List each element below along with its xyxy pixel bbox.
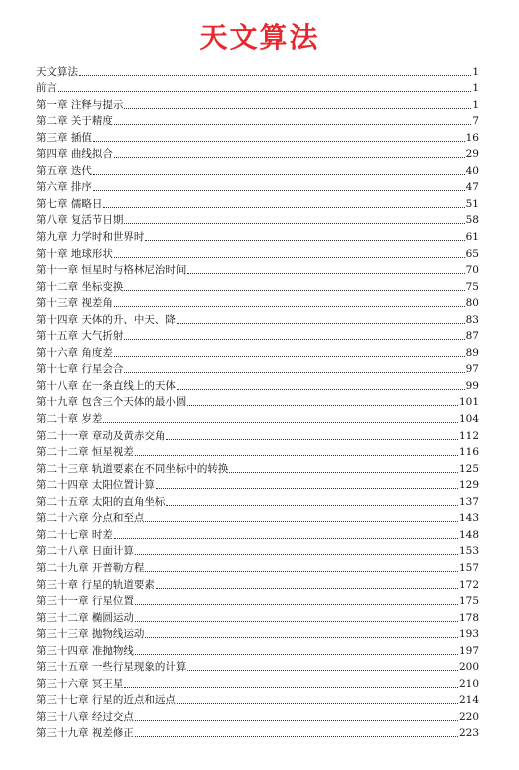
toc-entry-title: 第五章 迭代: [36, 164, 92, 177]
toc-entry[interactable]: [36, 724, 479, 741]
toc-entry[interactable]: [36, 443, 479, 460]
toc-entry[interactable]: [36, 62, 479, 79]
toc-entry-title: 第二十三章 轨道要素在不同坐标中的转换: [36, 462, 229, 475]
toc-entry-title: 第十四章 天体的升、中天、降: [36, 313, 176, 326]
dot-leader: [124, 107, 471, 109]
dot-leader: [166, 504, 458, 506]
dot-leader: [135, 735, 458, 737]
toc-entry-page-number: 16: [465, 131, 479, 144]
dot-leader: [124, 371, 464, 373]
toc-entry[interactable]: [36, 509, 479, 526]
toc-entry[interactable]: [36, 592, 479, 609]
dot-leader: [114, 256, 465, 258]
toc-entry-page-number: 75: [465, 280, 479, 293]
toc-entry-title: 第四章 曲线拟合: [36, 148, 113, 161]
dot-leader: [114, 123, 471, 125]
toc-entry-page-number: 214: [458, 694, 479, 707]
dot-leader: [103, 421, 458, 423]
toc-entry-title: 第十八章 在一条直线上的天体: [36, 379, 176, 392]
toc-entry-title: 第三十一章 行星位置: [36, 595, 134, 608]
toc-entry-title: 第十六章 角度差: [36, 346, 113, 359]
dot-leader: [135, 620, 458, 622]
toc-entry-page-number: 197: [458, 644, 479, 657]
toc-entry-title: 第十五章 大气折射: [36, 330, 124, 343]
dot-leader: [79, 74, 471, 76]
toc-entry-page-number: 125: [458, 462, 479, 475]
toc-entry-title: 第六章 排序: [36, 181, 92, 194]
toc-entry-title: 第三十九章 视差修正: [36, 727, 134, 740]
toc-entry-page-number: 51: [465, 197, 479, 210]
dot-leader: [229, 471, 458, 473]
dot-leader: [177, 388, 465, 390]
toc-entry-title: 第三十章 行星的轨道要素: [36, 578, 155, 591]
toc-entry-page-number: 210: [458, 677, 479, 690]
toc-entry[interactable]: [36, 244, 479, 261]
toc-entry[interactable]: [36, 575, 479, 592]
toc-entry[interactable]: [36, 476, 479, 493]
toc-entry[interactable]: [36, 426, 479, 443]
toc-entry[interactable]: [36, 707, 479, 724]
toc-entry[interactable]: [36, 691, 479, 708]
dot-leader: [124, 289, 464, 291]
toc-entry-page-number: 143: [458, 512, 479, 525]
toc-entry-title: 第二十六章 分点和至点: [36, 512, 145, 525]
dot-leader: [124, 686, 458, 688]
toc-entry[interactable]: [36, 674, 479, 691]
toc-entry-page-number: 70: [465, 264, 479, 277]
dot-leader: [145, 570, 458, 572]
toc-entry[interactable]: [36, 608, 479, 625]
toc-entry[interactable]: [36, 393, 479, 410]
toc-entry-title: 第十九章 包含三个天体的最小圆: [36, 396, 187, 409]
dot-leader: [187, 669, 458, 671]
toc-entry[interactable]: [36, 658, 479, 675]
dot-leader: [124, 222, 464, 224]
toc-entry[interactable]: [36, 376, 479, 393]
toc-entry[interactable]: [36, 227, 479, 244]
toc-entry-page-number: 1: [472, 82, 479, 95]
toc-entry-title: 第三十六章 冥王星: [36, 677, 124, 690]
toc-entry-page-number: 7: [472, 115, 479, 128]
toc-entry[interactable]: [36, 294, 479, 311]
toc-entry-page-number: 137: [458, 495, 479, 508]
toc-entry-title: 第二十二章 恒星视差: [36, 446, 134, 459]
toc-entry[interactable]: [36, 310, 479, 327]
toc-entry-page-number: 223: [458, 727, 479, 740]
toc-entry-title: 第三十二章 椭圆运动: [36, 611, 134, 624]
toc-entry-page-number: 83: [465, 313, 479, 326]
dot-leader: [114, 156, 465, 158]
dot-leader: [103, 206, 464, 208]
toc-entry-title: 前言: [36, 82, 57, 95]
toc-entry-page-number: 220: [458, 710, 479, 723]
toc-entry-page-number: 112: [458, 429, 479, 442]
toc-entry-title: 第二十九章 开普勒方程: [36, 561, 145, 574]
toc-entry-title: 第三十五章 一些行星现象的计算: [36, 661, 187, 674]
toc-entry-title: 第二十五章 太阳的直角坐标: [36, 495, 166, 508]
toc-entry-page-number: 40: [465, 164, 479, 177]
toc-entry-page-number: 200: [458, 661, 479, 674]
toc-entry-title: 第二十七章 时差: [36, 528, 113, 541]
toc-entry[interactable]: [36, 542, 479, 559]
toc-entry-title: 第九章 力学时和世界时: [36, 231, 145, 244]
toc-entry[interactable]: [36, 492, 479, 509]
dot-leader: [114, 305, 465, 307]
dot-leader: [177, 702, 458, 704]
toc-entry-page-number: 87: [465, 330, 479, 343]
dot-leader: [93, 173, 465, 175]
toc-entry-title: 第一章 注释与提示: [36, 98, 124, 111]
dot-leader: [177, 322, 465, 324]
toc-entry[interactable]: [36, 79, 479, 96]
toc-entry-title: 第七章 儒略日: [36, 197, 103, 210]
table-of-contents: [36, 62, 479, 740]
dot-leader: [145, 636, 458, 638]
toc-entry-page-number: 65: [465, 247, 479, 260]
toc-entry[interactable]: [36, 211, 479, 228]
toc-entry[interactable]: [36, 95, 479, 112]
toc-entry-title: 第十章 地球形状: [36, 247, 113, 260]
toc-entry[interactable]: [36, 525, 479, 542]
dot-leader: [135, 454, 458, 456]
dot-leader: [114, 355, 465, 357]
toc-entry-page-number: 116: [458, 446, 479, 459]
dot-leader: [58, 90, 471, 92]
toc-entry-page-number: 193: [458, 628, 479, 641]
toc-entry-title: 第三章 插值: [36, 131, 92, 144]
toc-entry-page-number: 101: [458, 396, 479, 409]
dot-leader: [114, 537, 458, 539]
toc-entry[interactable]: [36, 558, 479, 575]
dot-leader: [135, 603, 458, 605]
toc-entry-page-number: 99: [465, 379, 479, 392]
dot-leader: [145, 520, 458, 522]
toc-entry[interactable]: [36, 145, 479, 162]
toc-entry[interactable]: [36, 343, 479, 360]
toc-entry-title: 第二十一章 章动及黄赤交角: [36, 429, 166, 442]
toc-entry[interactable]: [36, 128, 479, 145]
toc-entry[interactable]: [36, 261, 479, 278]
toc-entry[interactable]: [36, 625, 479, 642]
toc-entry[interactable]: [36, 161, 479, 178]
toc-entry[interactable]: [36, 327, 479, 344]
toc-entry-title: 第十二章 坐标变换: [36, 280, 124, 293]
toc-entry-page-number: 89: [465, 346, 479, 359]
toc-entry-page-number: 1: [472, 65, 479, 78]
toc-entry-title: 第十一章 恒星时与格林尼治时间: [36, 264, 187, 277]
toc-entry[interactable]: [36, 277, 479, 294]
toc-entry-title: 第三十三章 抛物线运动: [36, 628, 145, 641]
dot-leader: [135, 719, 458, 721]
dot-leader: [93, 140, 465, 142]
dot-leader: [124, 338, 464, 340]
toc-entry-page-number: 178: [458, 611, 479, 624]
dot-leader: [93, 189, 465, 191]
toc-entry-page-number: 97: [465, 363, 479, 376]
toc-entry-page-number: 58: [465, 214, 479, 227]
toc-entry-page-number: 47: [465, 181, 479, 194]
dot-leader: [135, 553, 458, 555]
toc-entry-page-number: 172: [458, 578, 479, 591]
dot-leader: [156, 587, 458, 589]
toc-entry-page-number: 148: [458, 528, 479, 541]
toc-entry-title: 第二十四章 太阳位置计算: [36, 479, 155, 492]
toc-entry-page-number: 61: [465, 231, 479, 244]
toc-entry-title: 天文算法: [36, 65, 78, 78]
toc-entry-title: 第三十八章 经过交点: [36, 710, 134, 723]
dot-leader: [187, 272, 464, 274]
document-title: 天文算法: [199, 21, 320, 54]
toc-entry[interactable]: [36, 409, 479, 426]
toc-entry-page-number: 104: [458, 413, 479, 426]
dot-leader: [187, 404, 458, 406]
toc-entry-page-number: 29: [465, 148, 479, 161]
toc-entry-title: 第二十八章 日面计算: [36, 545, 134, 558]
dot-leader: [166, 438, 458, 440]
toc-entry[interactable]: [36, 112, 479, 129]
toc-entry[interactable]: [36, 360, 479, 377]
toc-entry-page-number: 157: [458, 561, 479, 574]
toc-entry[interactable]: [36, 641, 479, 658]
toc-entry-title: 第八章 复活节日期: [36, 214, 124, 227]
toc-entry-page-number: 80: [465, 297, 479, 310]
toc-entry-page-number: 1: [472, 98, 479, 111]
toc-entry-title: 第十七章 行星会合: [36, 363, 124, 376]
toc-entry-title: 第二章 关于精度: [36, 115, 113, 128]
toc-entry-page-number: 153: [458, 545, 479, 558]
dot-leader: [156, 487, 458, 489]
toc-entry-page-number: 175: [458, 595, 479, 608]
toc-entry-title: 第三十四章 准抛物线: [36, 644, 134, 657]
toc-entry[interactable]: [36, 194, 479, 211]
toc-entry-title: 第十三章 视差角: [36, 297, 113, 310]
toc-entry-title: 第三十七章 行星的近点和远点: [36, 694, 176, 707]
toc-entry-page-number: 129: [458, 479, 479, 492]
dot-leader: [145, 239, 464, 241]
toc-entry[interactable]: [36, 459, 479, 476]
dot-leader: [135, 653, 458, 655]
toc-entry[interactable]: [36, 178, 479, 195]
toc-entry-title: 第二十章 岁差: [36, 413, 103, 426]
